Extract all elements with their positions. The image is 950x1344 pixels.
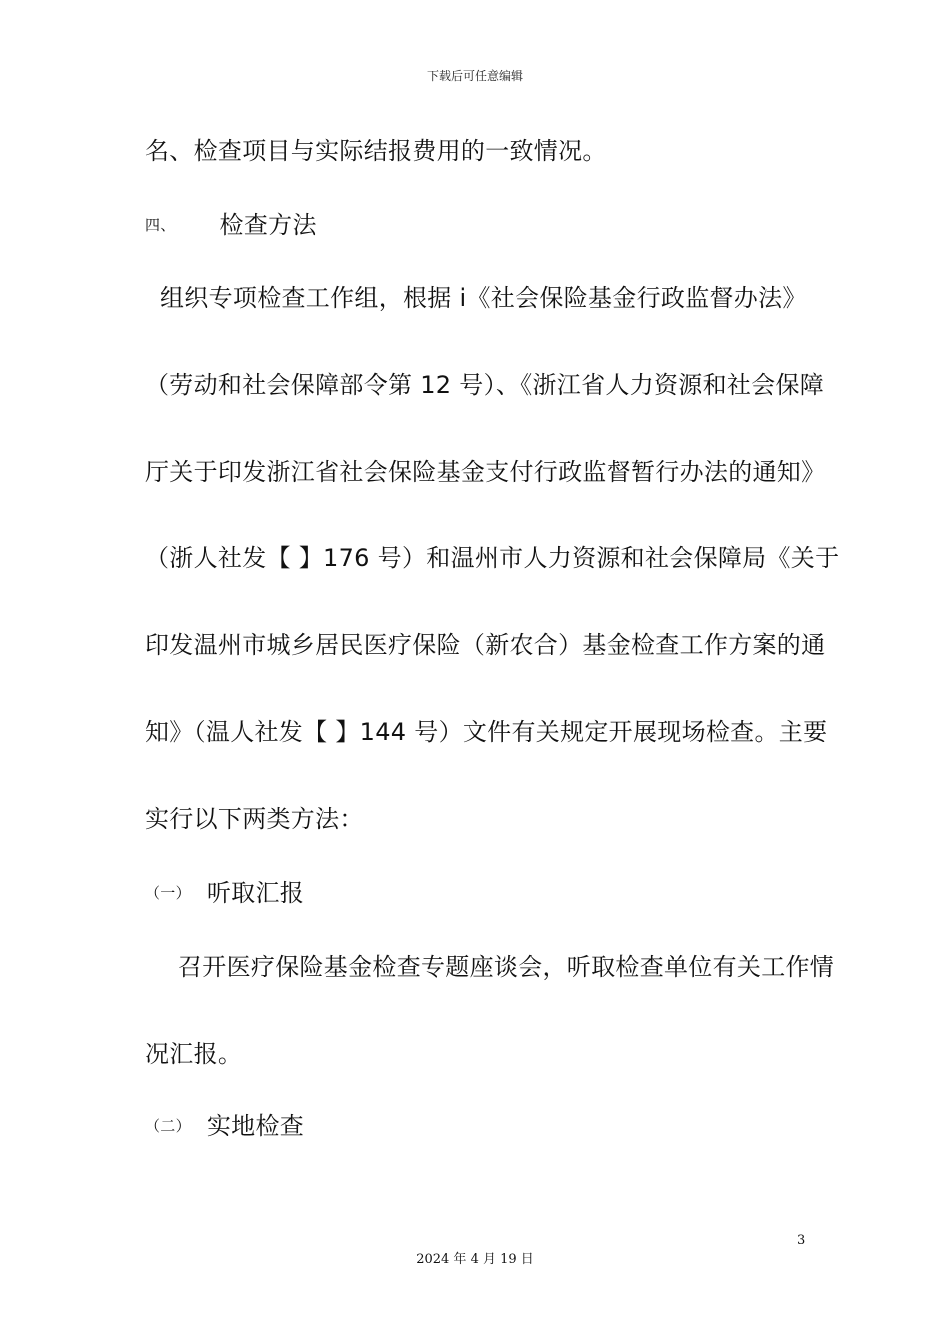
subsection-title: 实地检查 — [206, 1112, 305, 1140]
paragraph-line: 厅关于印发浙江省社会保险基金支付行政监督暂行办法的通知》 — [145, 458, 826, 486]
paragraph-line: 况汇报。 — [145, 1040, 243, 1068]
paragraph-line: 组织专项检查工作组，根据 i《社会保险基金行政监督办法》 — [160, 284, 807, 312]
paragraph-line: （浙人社发【 】176 号）和温州市人力资源和社会保障局《关于 — [145, 544, 840, 572]
subsection-number: （一） — [145, 884, 191, 902]
subsection-heading-2 — [145, 1110, 304, 1141]
subsection-heading-1 — [145, 877, 304, 908]
section-number: 四、 — [145, 216, 176, 234]
section-title: 检查方法 — [219, 211, 317, 239]
subsection-title: 听取汇报 — [206, 879, 305, 907]
paragraph-line: 召开医疗保险基金检查专题座谈会，听取检查单位有关工作情 — [178, 953, 835, 981]
subsection-number: （二） — [145, 1117, 191, 1135]
paragraph-line: 知》（温人社发【 】144 号）文件有关规定开展现场检查。主要 — [145, 718, 828, 746]
paragraph-line: （劳动和社会保障部令第 12 号）、《浙江省人力资源和社会保障 — [145, 371, 825, 399]
paragraph-line: 实行以下两类方法： — [145, 805, 364, 833]
paragraph-line: 印发温州市城乡居民医疗保险（新农合）基金检查工作方案的通 — [145, 631, 826, 659]
header-note: 下载后可任意编辑 — [426, 69, 523, 83]
footer-date: 2024 年 4 月 19 日 — [416, 1252, 534, 1267]
section-heading-4 — [145, 209, 317, 240]
page-number: 3 — [797, 1233, 806, 1248]
text-line: 名、检查项目与实际结报费用的一致情况。 — [145, 137, 607, 165]
